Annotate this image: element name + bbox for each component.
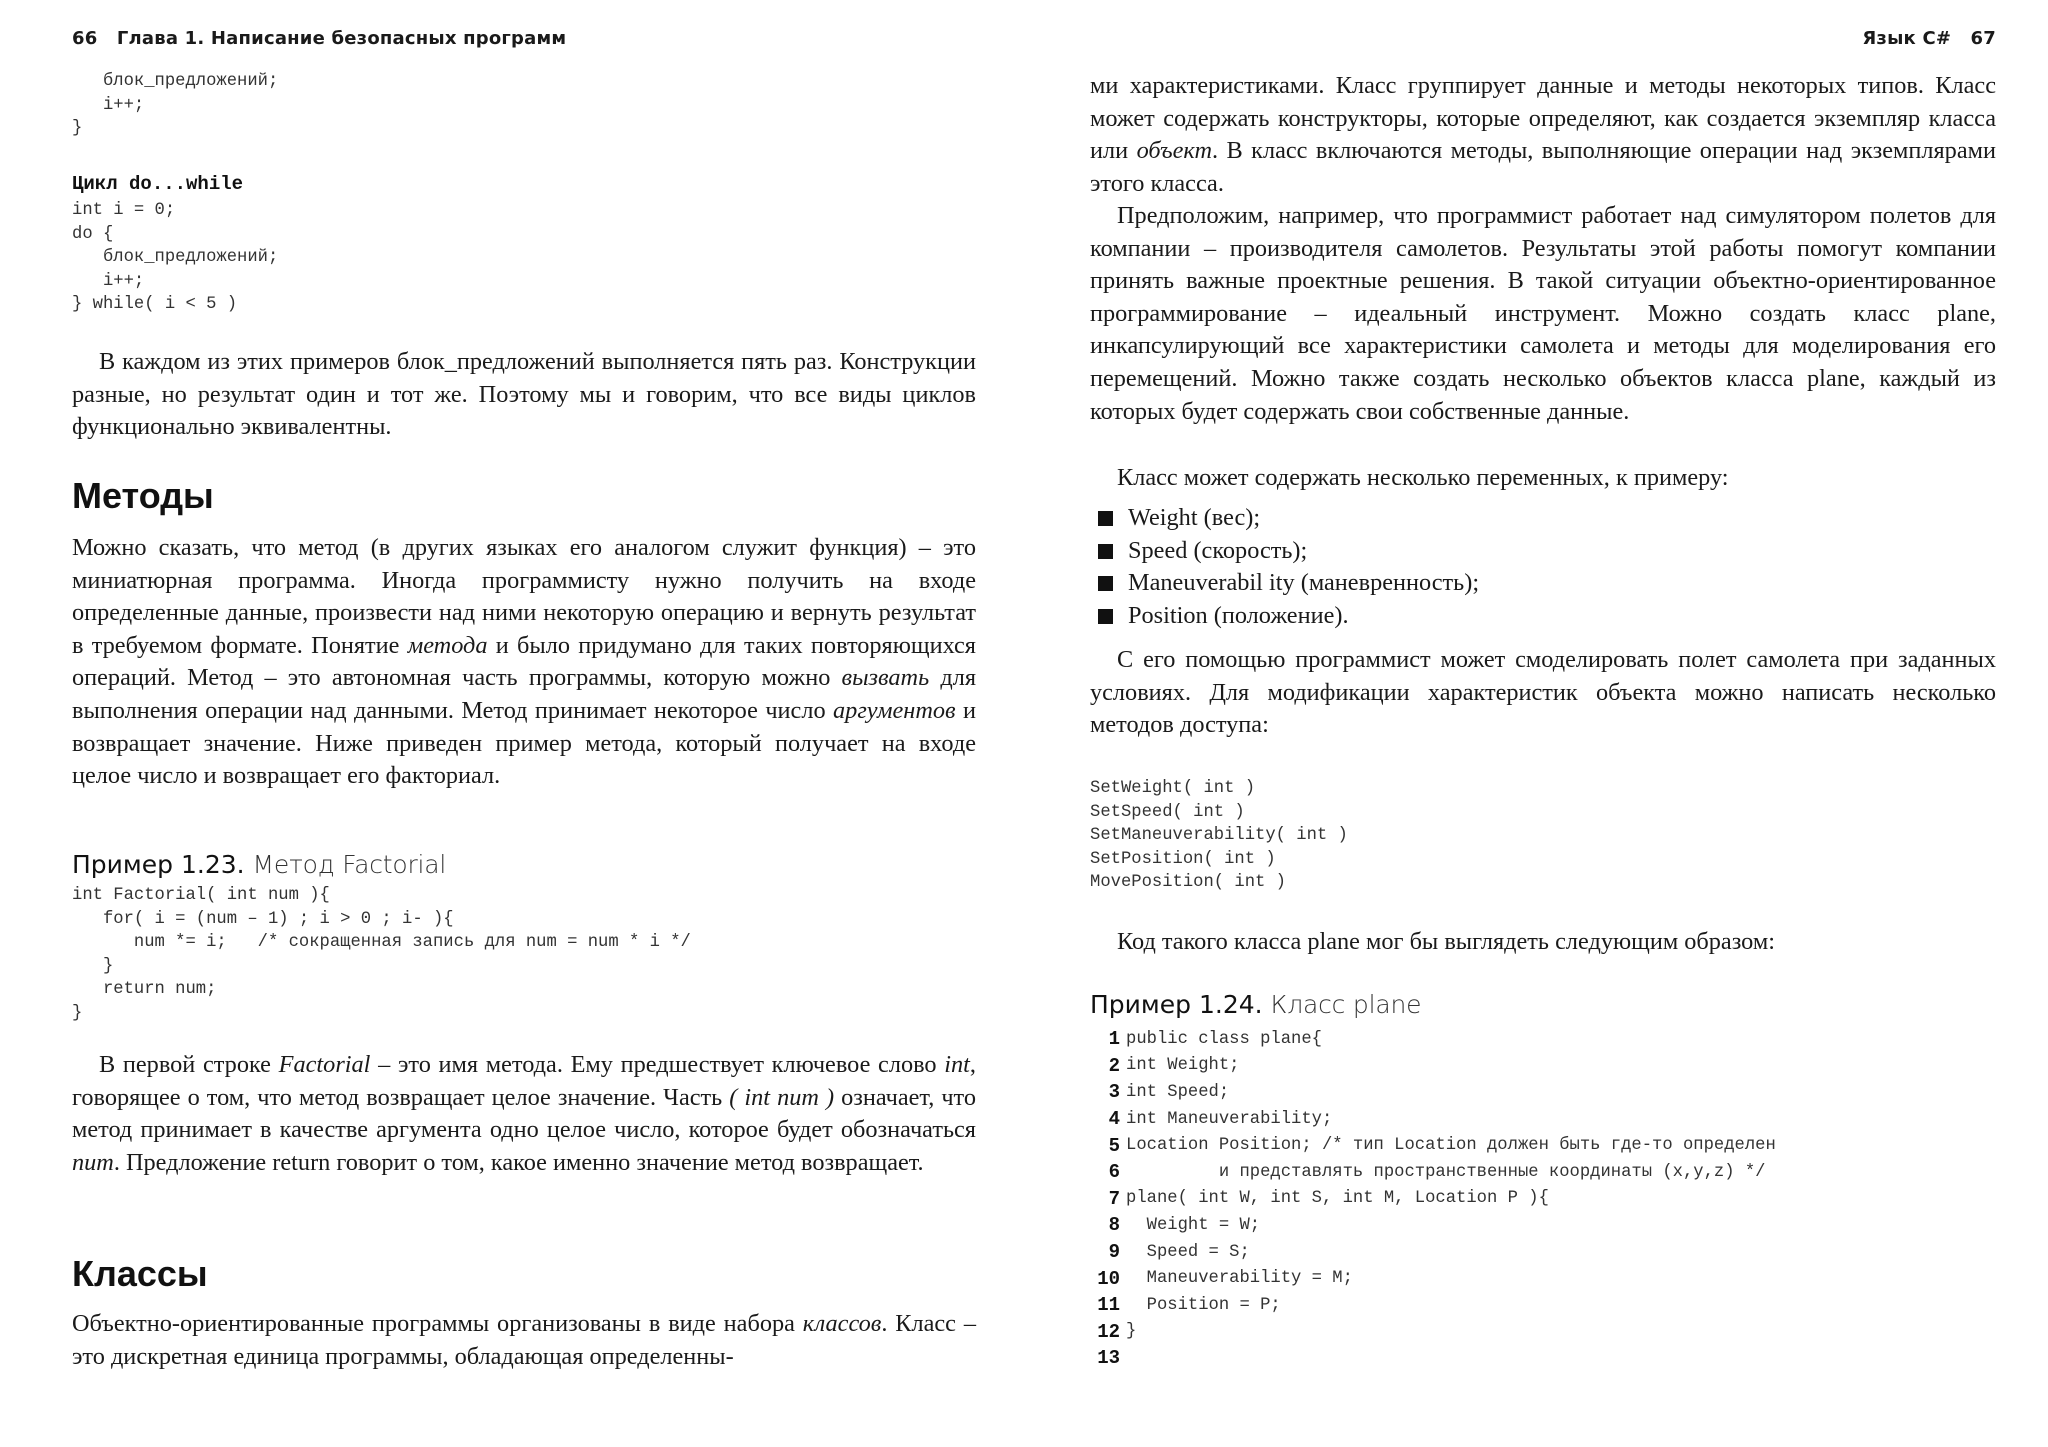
bullet-square-icon — [1098, 576, 1113, 591]
para-code-intro: Код такого класса plane мог бы выглядеть следующим образом: — [1117, 928, 1775, 955]
listing-row — [1082, 1026, 1776, 1053]
left-page — [72, 0, 976, 1447]
right-page — [1090, 0, 1996, 1447]
line-number: 5 — [1108, 1134, 1120, 1157]
left-page-number: 66 — [72, 28, 98, 49]
line-number: 7 — [1108, 1187, 1120, 1210]
listing-row — [1082, 1053, 1776, 1080]
listing-row — [1082, 1292, 1776, 1319]
listing-row — [1082, 1132, 1776, 1159]
line-code: Speed = S; — [1126, 1242, 1250, 1262]
example-123-label: Пример 1.23. — [72, 850, 245, 879]
example-124-caption — [1090, 990, 1421, 1020]
line-code: Location Position; /* тип Location должен быть где-то определен — [1126, 1136, 1776, 1156]
code-factorial: int Factorial( int num ){ for( i = (num – 1) ; i > 0 ; i- ){ num *= i; /* сокращенная запись для num = num * i */ } return num; } — [72, 886, 691, 1023]
line-code: и представлять пространственные координаты (x,y,z) */ — [1126, 1162, 1766, 1182]
line-number: 9 — [1108, 1241, 1120, 1264]
heading-methods: Методы — [72, 475, 214, 516]
right-running-head — [1862, 28, 1996, 49]
line-code: int Speed; — [1126, 1082, 1230, 1102]
listing-row — [1082, 1212, 1776, 1239]
line-code: Weight = W; — [1126, 1215, 1261, 1235]
line-number: 13 — [1097, 1347, 1120, 1370]
heading-classes: Классы — [72, 1253, 208, 1294]
para-methods: Можно сказать, что метод (в других языках его аналогом служит функция) – это миниатюрная программа. Иногда программисту нужно получить на входе определенные данные, произвести над ними некоторую операцию и вернуть результат в требуемом формате. Понятие метода и было придумано для таких повторяющихся операций. Метод – это автономная часть программы, которую можно вызвать для выполнения операции над данными. Метод принимает некоторое число аргументов и возвращает значение. Ниже приведен пример метода, который получает на входе целое число и возвращает его факториал. — [72, 534, 976, 790]
code-listing-plane — [1082, 1026, 1776, 1372]
line-number: 3 — [1108, 1081, 1120, 1104]
dowhile-title: Цикл do...while — [72, 173, 244, 195]
line-code: Position = P; — [1126, 1295, 1281, 1315]
listing-row — [1082, 1186, 1776, 1213]
listing-row — [1082, 1159, 1776, 1186]
line-number: 12 — [1097, 1320, 1120, 1343]
bullet-square-icon — [1098, 511, 1113, 526]
right-page-number: 67 — [1970, 28, 1996, 49]
line-code: int Maneuverability; — [1126, 1109, 1333, 1129]
example-123-title: Метод Factorial — [252, 850, 447, 879]
listing-row — [1082, 1079, 1776, 1106]
line-code — [1126, 1345, 1776, 1372]
listing-row — [1082, 1106, 1776, 1133]
code-dowhile: int i = 0; do { блок_предложений; i++; } while( i < 5 ) — [72, 201, 279, 315]
para-variables: Класс может содержать несколько переменных, к примеру: — [1117, 464, 1729, 491]
bullet-square-icon — [1098, 544, 1113, 559]
para-model: С его помощью программист может смоделировать полет самолета при заданных условиях. Для модификации характеристик объекта можно написать несколько методов доступа: — [1090, 646, 1996, 739]
para-loops: В каждом из этих примеров блок_предложений выполняется пять раз. Конструкции разные, но результат один и тот же. Поэтому мы и говорим, что все виды циклов функционально эквивалентны. — [72, 348, 976, 441]
line-number: 6 — [1108, 1161, 1120, 1184]
line-number: 11 — [1097, 1294, 1120, 1317]
line-code: } — [1126, 1322, 1137, 1342]
line-number: 1 — [1108, 1028, 1120, 1051]
left-running-head — [72, 28, 566, 49]
listing-row — [1082, 1265, 1776, 1292]
listing-row — [1082, 1319, 1776, 1346]
para-class-continued: ми характеристиками. Класс группирует данные и методы некоторых типов. Класс может содержать конструкторы, которые определяют, как создается экземпляр класса или объект. В класс включаются методы, выполняющие операции над экземплярами этого класса. — [1090, 72, 1996, 197]
line-number: 8 — [1108, 1214, 1120, 1237]
list-item: Weight (вес); — [1090, 502, 1479, 535]
bullet-square-icon — [1098, 609, 1113, 624]
code-loop-continuation: блок_предложений; i++; } — [72, 72, 279, 139]
para-factorial: В первой строке Factorial – это имя метода. Ему предшествует ключевое слово int, говорящее о том, что метод возвращает целое значение. Часть ( int num ) означает, что метод принимает в качестве аргумента одно целое число, которое будет обозначаться num. Предложение return говорит о том, какое именно значение метод возвращает. — [72, 1051, 977, 1176]
list-item: Position (положение). — [1090, 600, 1479, 633]
right-chapter-title: Язык C# — [1862, 28, 1952, 49]
line-number: 4 — [1108, 1108, 1120, 1131]
list-item: Maneuverabil ity (маневренность); — [1090, 567, 1479, 600]
para-classes: Объектно-ориентированные программы организованы в виде набора классов. Класс – это дискретная единица программы, обладающая определенны- — [72, 1310, 976, 1370]
line-number: 10 — [1097, 1267, 1120, 1290]
variables-list — [1090, 502, 1479, 632]
code-access-methods: SetWeight( int ) SetSpeed( int ) SetManeuverability( int ) SetPosition( int ) MovePosition( int ) — [1090, 779, 1348, 893]
example-123-caption — [72, 850, 446, 880]
line-code: int Weight; — [1126, 1056, 1240, 1076]
listing-row — [1082, 1239, 1776, 1266]
left-chapter-title: Глава 1. Написание безопасных программ — [116, 28, 567, 49]
example-124-title: Класс plane — [1270, 990, 1422, 1019]
example-124-label: Пример 1.24. — [1090, 990, 1263, 1019]
line-code: plane( int W, int S, int M, Location P ){ — [1126, 1189, 1549, 1209]
line-code: public class plane{ — [1126, 1029, 1322, 1049]
listing-row — [1082, 1345, 1776, 1372]
para-simulator: Предположим, например, что программист работает над симулятором полетов для компании – производителя самолетов. Результаты этой работы помогут компании принять важные проектные решения. В такой ситуации объектно-ориентированное программирование – идеальный инструмент. Можно создать класс plane, инкапсулирующий все характеристики самолета и методы для моделирования его перемещений. Можно также создать несколько объектов класса plane, каждый из которых будет содержать свои собственные данные. — [1090, 202, 1996, 425]
line-code: Maneuverability = M; — [1126, 1269, 1353, 1289]
list-item: Speed (скорость); — [1090, 535, 1479, 568]
line-number: 2 — [1108, 1054, 1120, 1077]
